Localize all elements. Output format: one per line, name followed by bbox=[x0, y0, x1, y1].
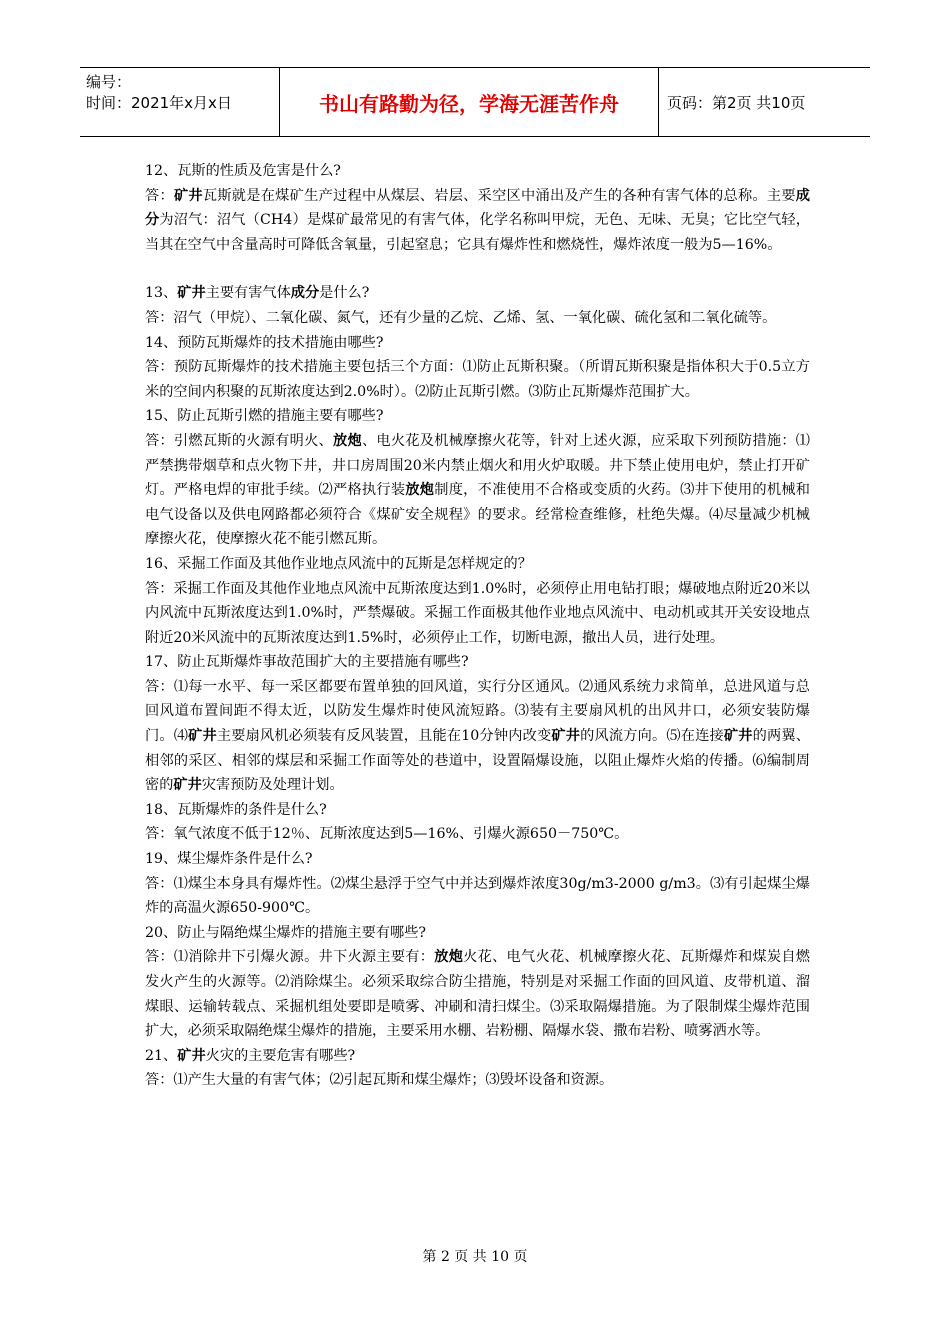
answer bbox=[145, 184, 810, 258]
answer bbox=[145, 675, 810, 798]
bold-term: 矿井 bbox=[723, 728, 753, 745]
question bbox=[145, 1044, 810, 1069]
bold-term: 矿井 bbox=[177, 1047, 206, 1064]
answer bbox=[145, 306, 810, 331]
text-run: 答：⑴产生大量的有害气体；⑵引起瓦斯和煤尘爆炸；⑶毁坏设备和资源。 bbox=[145, 1072, 614, 1089]
bold-term: 矿井 bbox=[551, 728, 581, 745]
code-label: 编号： bbox=[86, 73, 132, 91]
text-run: 灾害预防及处理计划。 bbox=[201, 777, 344, 794]
text-run: 的两翼、相邻的采区、相邻的煤层和采掘工作面等处的巷道中，设置隔爆设施，以阻止爆炸火焰的传播。⑹编制周密的 bbox=[145, 728, 810, 794]
answer bbox=[145, 577, 810, 651]
answer bbox=[145, 1068, 810, 1093]
question: 17、防止瓦斯爆炸事故范围扩大的主要措施有哪些? bbox=[145, 654, 469, 671]
bold-term: 成分 bbox=[145, 187, 810, 229]
bold-term: 矿井 bbox=[177, 285, 206, 302]
text-run: 答：预防瓦斯爆炸的技术措施主要包括三个方面：⑴防止瓦斯积聚。（所谓瓦斯积聚是指体积大于0.5立方米的空间内积聚的瓦斯浓度达到2.0%时）。⑵防止瓦斯引燃。⑶防止瓦斯爆炸范围扩大。 bbox=[145, 359, 810, 400]
text-run: 答：引燃瓦斯的火源有明火、 bbox=[145, 432, 333, 449]
bold-term: 矿井 bbox=[173, 187, 203, 204]
question: 18、瓦斯爆炸的条件是什么? bbox=[145, 801, 327, 818]
question: 16、采掘工作面及其他作业地点风流中的瓦斯是怎样规定的？ bbox=[145, 555, 532, 572]
bold-term: 成分 bbox=[290, 285, 320, 302]
bold-term: 放炮 bbox=[405, 482, 435, 499]
answer bbox=[145, 822, 810, 847]
text-run: 瓦斯就是在煤矿生产过程中从煤层、岩层、采空区中涌出及产生的各种有害气体的总称。主要 bbox=[202, 187, 796, 204]
text-run: 的风流方向。⑸在连接 bbox=[580, 728, 724, 745]
text-run: 答： bbox=[145, 187, 174, 204]
text-run: 答：沼气（甲烷）、二氧化碳、氮气，还有少量的乙烷、乙烯、氢、一氧化碳、硫化氢和二氧化硫等。 bbox=[145, 309, 777, 326]
question bbox=[145, 281, 810, 306]
text-run: 答：⑴煤尘本身具有爆炸性。⑵煤尘悬浮于空气中并达到爆炸浓度30g/m3-2000 g/m3。⑶有引起煤尘爆炸的高温火源650-900℃。 bbox=[145, 875, 810, 917]
text-run: 13、 bbox=[145, 285, 178, 302]
text-run: 21、 bbox=[145, 1047, 178, 1064]
answer bbox=[145, 355, 810, 404]
spacer bbox=[145, 257, 810, 281]
question: 12、瓦斯的性质及危害是什么? bbox=[145, 163, 341, 179]
header-meta bbox=[80, 68, 280, 136]
text-run: 答：⑴每一水平、每一采区都要布置单独的回风道，实行分区通风。⑵通风系统力求简单，总进风道与总回风道布置间距不得太近，以防发生爆炸时使风流短路。⑶装有主要扇风机的出风井口，必须安装防爆门。⑷ bbox=[145, 678, 810, 745]
answer bbox=[145, 429, 810, 552]
page-header bbox=[80, 67, 870, 137]
question: 15、防止瓦斯引燃的措施主要有哪些? bbox=[145, 408, 384, 425]
text-run: 、电火花及机械摩擦火花等，针对上述火源，应采取下列预防措施：⑴严禁携带烟草和点火物下井，井口房周围20米内禁止烟火和用火炉取暖。井下禁止使用电炉，禁止打开矿灯。严格电焊的审批手续。⑵严格执行装 bbox=[145, 432, 810, 499]
bold-term: 放炮 bbox=[333, 432, 362, 449]
question: 14、预防瓦斯爆炸的技术措施由哪些? bbox=[145, 334, 384, 351]
page-footer: 第 2 页 共 10 页 bbox=[422, 1249, 528, 1265]
text-run: 火灾的主要危害有哪些? bbox=[205, 1047, 356, 1064]
question: 20、防止与隔绝煤尘爆炸的措施主要有哪些? bbox=[145, 924, 427, 941]
text-run: 答：采掘工作面及其他作业地点风流中瓦斯浓度达到1.0%时，必须停止用电钻打眼；爆破地点附近20米以内风流中瓦斯浓度达到1.0%时，严禁爆破。采掘工作面极其他作业地点风流中、电动机或其开关安设地点附近20米风流中的瓦斯浓度达到1.5%时，必须停止工作，切断电源，撤出人员，进行处理。 bbox=[145, 580, 810, 646]
question: 19、煤尘爆炸条件是什么? bbox=[145, 851, 313, 868]
bold-term: 矿井 bbox=[173, 777, 202, 794]
text-run: 火花、电气火花、机械摩擦火花、瓦斯爆炸和煤炭自燃发火产生的火源等。⑵消除煤尘。必须采取综合防尘措施，特别是对采掘工作面的回风道、皮带机道、溜煤眼、运输转载点、采掘机组处要即是喷雾、冲刷和清扫煤尘。⑶采取隔爆措施。为了限制煤尘爆炸范围扩大，必须采取隔绝煤尘爆炸的措施，主要采用水棚、岩粉棚、隔爆水袋、撒布岩粉、喷雾洒水等。 bbox=[145, 949, 810, 1040]
text-run: 答：⑴消除井下引爆火源。井下火源主要有： bbox=[145, 949, 435, 966]
text-run: 主要扇风机必须装有反风装置，且能在10分钟内改变 bbox=[216, 728, 552, 745]
bold-term: 放炮 bbox=[434, 949, 464, 966]
text-run: 是什么? bbox=[319, 285, 370, 302]
header-motto: 书山有路勤为径，学海无涯苦作舟 bbox=[280, 68, 659, 136]
text-run: 为沼气：沼气（CH4）是煤矿最常见的有害气体，化学名称叫甲烷，无色、无味、无臭；它比空气轻，当其在空气中含量高时可降低含氧量，引起窒息；它具有爆炸性和燃烧性，爆炸浓度一般为5—16%。 bbox=[145, 212, 810, 253]
header-page-info: 页码：第2页 共10页 bbox=[667, 93, 806, 112]
time-label: 时间：2021年x月x日 bbox=[86, 94, 232, 112]
text-run: 制度，不准使用不合格或变质的火药。⑶井下使用的机械和电气设备以及供电网路都必须符合《煤矿安全规程》的要求。经常检查维修，杜绝失爆。⑷尽量减少机械摩擦火花，使摩擦火花不能引燃瓦斯。 bbox=[145, 482, 810, 548]
text-run: 主要有害气体 bbox=[205, 285, 291, 302]
bold-term: 矿井 bbox=[188, 728, 217, 745]
answer bbox=[145, 872, 810, 921]
document-body bbox=[145, 159, 810, 1093]
answer bbox=[145, 945, 810, 1043]
text-run: 答：氧气浓度不低于12％、瓦斯浓度达到5—16%、引爆火源650－750℃。 bbox=[145, 826, 629, 843]
